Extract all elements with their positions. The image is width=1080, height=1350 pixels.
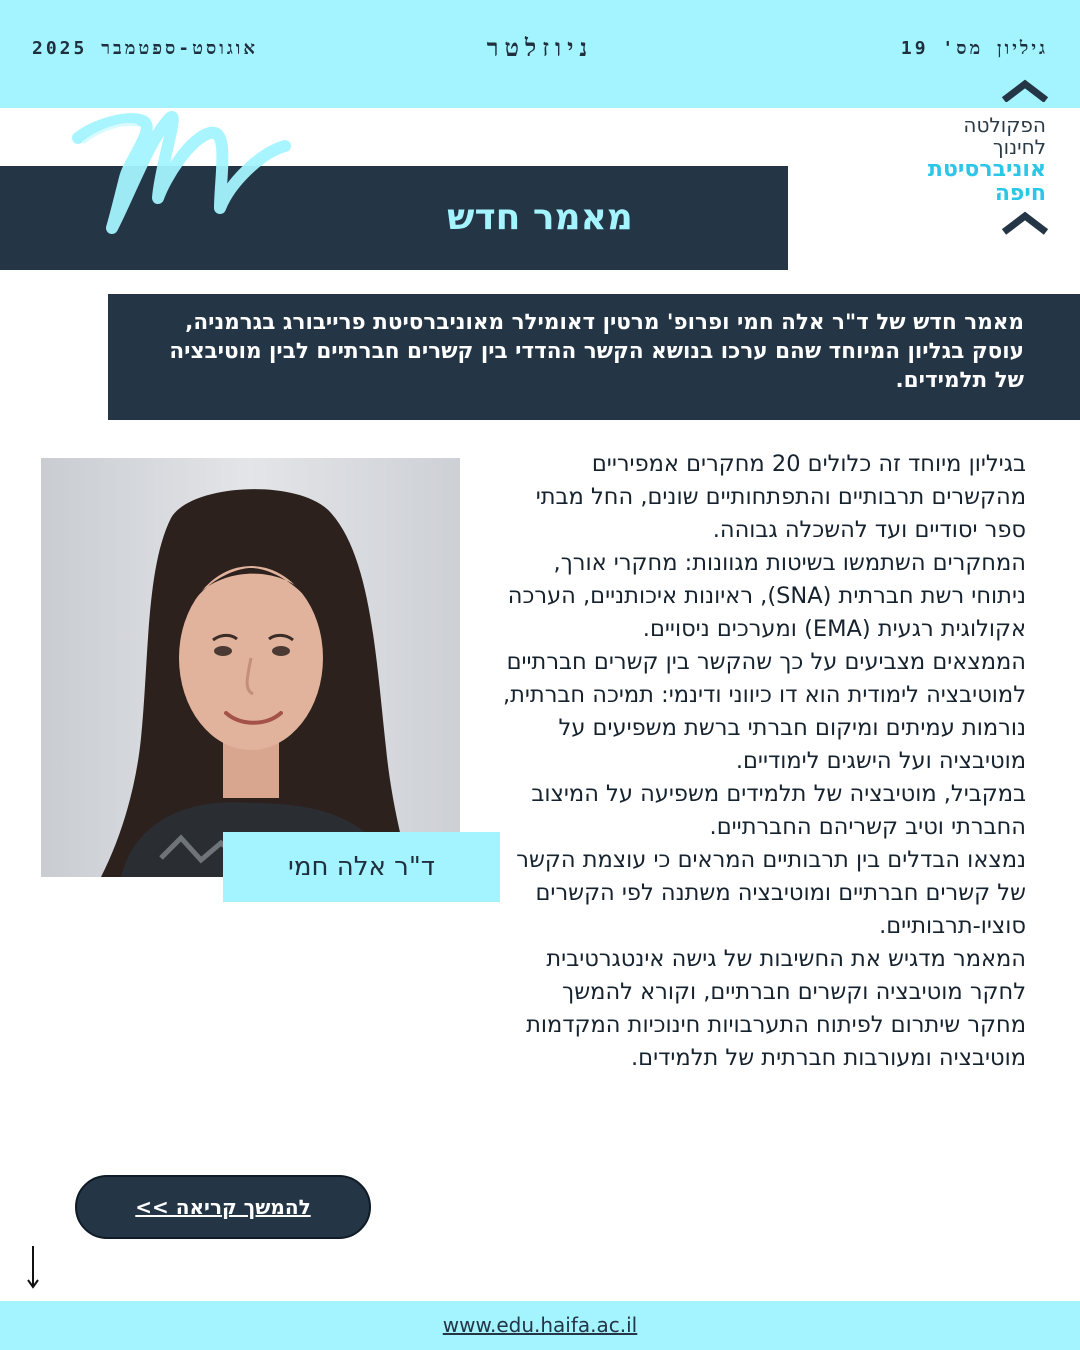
lead-summary: מאמר חדש של ד"ר אלה חמי ופרופ' מרטין דאומילר מאוניברסיטת פרייבורג בגרמניה, עוסק בגליון המיוחד שהם ערכו בנושא הקשר ההדדי בין קשרים חברתיים לבין מוטיבציה של תלמידים. xyxy=(108,294,1080,420)
article-paragraph: המחקרים השתמשו בשיטות מגוונות: מחקרי אורך, ניתוחי רשת חברתית (SNA), ראיונות איכותניים, הערכה אקולוגית רגעית (EMA) ומערכים ניסויים. xyxy=(507,550,1026,642)
portrait-illustration xyxy=(41,458,460,877)
article-body xyxy=(498,448,1026,1075)
read-more-button[interactable]: להמשך קריאה >> xyxy=(75,1175,371,1239)
logo-faculty-line: הפקולטה xyxy=(963,113,1046,137)
scribble-decoration xyxy=(70,98,300,238)
article-paragraph: במקביל, מוטיבציה של תלמידים משפיעה על המיצוב החברתי וטיב קשריהם החברתיים. xyxy=(531,781,1026,840)
website-link[interactable]: www.edu.haifa.ac.il xyxy=(442,1313,638,1337)
newsletter-label: ניוזלטר xyxy=(486,34,594,62)
portrait-photo xyxy=(41,458,460,877)
article-paragraph: בגיליון מיוחד זה כלולים 20 מחקרים אמפיריים מהקשרים תרבותיים והתפתחותיים שונים, החל מבתי ספר יסודיים ועד להשכלה גבוהה. xyxy=(535,451,1026,543)
logo-education-line: לחינוך xyxy=(992,135,1046,159)
date-range: אוגוסט-ספטמבר 2025 xyxy=(32,38,258,59)
chevron-up-icon xyxy=(1002,76,1048,102)
logo-university-line: אוניברסיטת xyxy=(927,157,1046,182)
photo-caption: ד"ר אלה חמי xyxy=(223,832,500,902)
header-bar xyxy=(0,0,1080,108)
article-paragraph: המאמר מדגיש את החשיבות של גישה אינטגרטיבית לחקר מוטיבציה וקשרים חברתיים, וקורא להמשך מחקר שיתרום לפיתוח התערבויות חינוכיות המקדמות מוטיבציה ומעורבות חברתית של תלמידים. xyxy=(526,946,1026,1071)
down-arrow-icon xyxy=(25,1246,41,1290)
footer-bar xyxy=(0,1301,1080,1350)
logo-haifa-line: חיפה xyxy=(994,181,1046,206)
article-paragraph: נמצאו הבדלים בין תרבותיים המראים כי עוצמת הקשר של קשרים חברתיים ומוטיבציה משתנה לפי הקשרים סוציו-תרבותיים. xyxy=(516,847,1026,939)
section-title: מאמר חדש xyxy=(447,197,633,238)
issue-number: גיליון מס' 19 xyxy=(900,38,1048,59)
article-paragraph: הממצאים מצביעים על כך שהקשר בין קשרים חברתיים למוטיבציה לימודית הוא דו כיווני ודינמי: תמיכה חברתית, נורמות עמיתים ומיקום חברתי ברשת משפיעים על מוטיבציה ועל הישגים לימודיים. xyxy=(502,649,1026,774)
